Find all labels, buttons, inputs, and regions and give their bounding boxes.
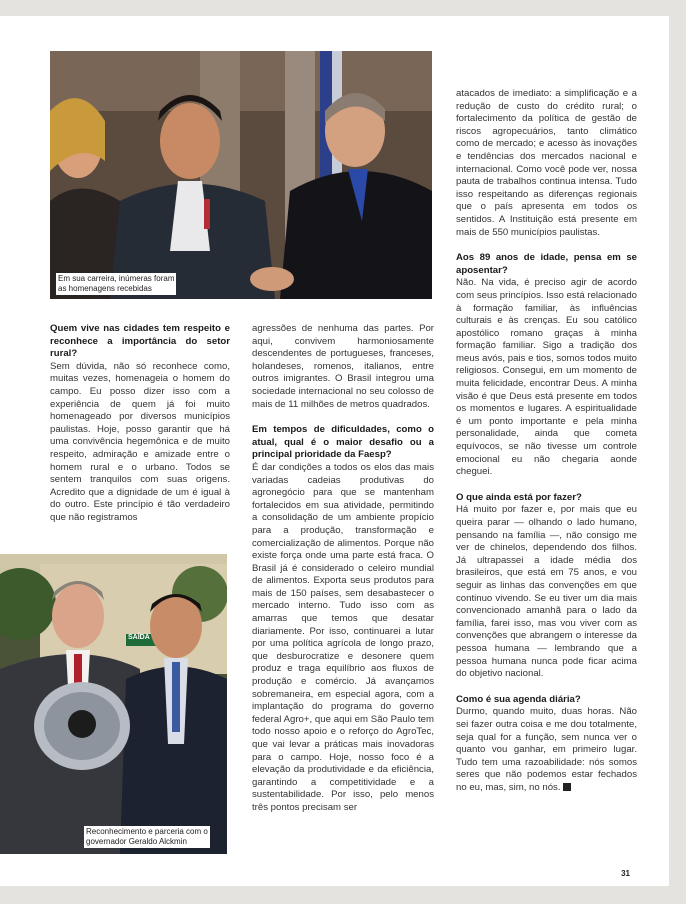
ceremony-photo — [50, 51, 432, 299]
question-text: Em tempos de dificuldades, como o atual, qual é o maior desafio ou a principal prioridade da Faesp? — [252, 424, 434, 461]
caption-line: as homenagens recebidas — [58, 284, 152, 293]
interview-answer — [456, 88, 637, 239]
award-photo — [0, 554, 227, 854]
interview-question — [456, 252, 637, 277]
answer-text: Não. Na vida, é preciso agir de acordo com seus princípios. Isso está relacionado à formação familiar, às influências culturais e às crenças. Eu sou católico apostólico romano graças à minha formação familiar. Sigo a tradição dos meus avós, pais e tios, somos todos muito religiosos. Consegui, em um momento de muita felicidade, encontrar Deus. A minha visão é que Deus está presente em todos os momentos e lugares. A espiritualidade é um ponto importante e pela minha personalidade, ainda que cometa equívocos, se não tivesse um controle emocional eu não chegaria aonde cheguei. — [456, 277, 637, 478]
interview-answer — [252, 323, 434, 411]
answer-text: Durmo, quando muito, duas horas. Não sei fazer outra coisa e me dou totalmente, seja qual for a função, sem nunca ver o quanto vou ganhar, em primeiro lugar. Tudo tem uma razoabilidade: nós somos seres que não podemos estar fechados no eu, mas, sim, no nós. — [456, 706, 637, 793]
page-number: 31 — [621, 869, 630, 878]
question-text: O que ainda está por fazer? — [456, 491, 582, 503]
caption-line: Em sua carreira, inúmeras foram — [58, 274, 175, 283]
interview-question — [456, 694, 637, 707]
answer-text: Há muito por fazer e, por mais que eu queira parar — olhando o lado humano, pensando na família —, não consigo me ver de chinelos, dependendo dos filhos. Já ultrapassei a idade média dos brasileiros, que está em 75 anos, e vou seguir as linhas das convenções em que continuo vivendo. Se eu tiver um dia mais convencionado amanhã para o lado da família, farei isso, mas vou viver com as convenções que abrangem o interesse da pessoa humana — lembrando que a pessoa humana nunca pode ficar acima do objetivo nacional. — [456, 504, 637, 680]
caption-line: Reconhecimento e parceria com o — [86, 827, 208, 836]
interview-answer — [252, 462, 434, 815]
answer-text: agressões de nenhuma das partes. Por aqui, convivem harmoniosamente descendentes de portugueses, franceses, holandeses, romenos, italianos, entre outros imigrantes. O Brasil integrou uma sociedade internacional no seu colosso de mais de 11 milhões de metros quadrados. — [252, 323, 434, 410]
question-text: Como é sua agenda diária? — [456, 693, 581, 705]
column-3 — [456, 88, 637, 794]
paragraph-gap — [252, 411, 434, 424]
interview-question — [456, 492, 637, 505]
interview-answer — [50, 361, 230, 525]
answer-text: atacados de imediato: a simplificação e a redução de custo do crédito rural; o fortalecimento da política de gestão de riscos agropecuários, tanto climático como de mercado; e acesso às inovações e tendências dos mercados nacional e internacional. Como você pode ver, nossa pauta de trabalhos continua intensa. Tudo isso respeitando as diferenças regionais que o país apresenta em todos os sentidos. A Instituição está presente em mais de 550 municípios paulistas. — [456, 88, 637, 238]
award-caption — [84, 826, 210, 848]
question-text: Quem vive nas cidades tem respeito e reconhece a importância do setor rural? — [50, 323, 230, 360]
interview-question — [50, 323, 230, 361]
paragraph-gap — [456, 479, 637, 492]
end-of-article-mark — [563, 783, 571, 791]
caption-line: governador Geraldo Alckmin — [86, 837, 187, 846]
ceremony-caption — [56, 273, 176, 295]
interview-answer — [456, 706, 637, 794]
magazine-page — [0, 16, 669, 886]
interview-question — [252, 424, 434, 462]
award-photo-image — [0, 554, 227, 854]
column-2 — [252, 323, 434, 815]
question-text: Aos 89 anos de idade, pensa em se aposentar? — [456, 252, 637, 276]
exit-sign: SAÍDA — [128, 634, 150, 641]
answer-text: É dar condições a todos os elos das mais variadas cadeias produtivas do agronegócio para que se mantenham fortalecidos em sua atividade, permitindo a consolidação de um ambiente propício para a produção, transformação e comercialização de alimentos. Porque não existe força onde uma parte está fraca. O Brasil já é considerado o celeiro mundial de alimentos. Exporta seus produtos para mais de 150 países, sem desabastecer o mercado interno. Tudo isso com as amarras que temos que desatar diariamente. Por isso, continuarei a lutar por uma política agrícola de longo prazo, que desburocratize e desonere quem produz e traga equilíbrio aos fluxos de produção e comércio. Já avançamos sobremaneira, em especial agora, com a implantação do programa do governo federal Agro+, que aqui em São Paulo tem todo nosso apoio e o reforço do AgroTec, que vai levar a práticas mais inovadoras para o campo. Hoje, nosso foco é a elevação da produtividade e da eficiência, garantindo a competitividade e a sustentabilidade. Por isso, pelo menos três pontos precisam ser — [252, 461, 434, 813]
paragraph-gap — [456, 239, 637, 252]
answer-text: Sem dúvida, não só reconhece como, muitas vezes, homenageia o homem do campo. Eu posso dizer isso com a experiência de quem já foi muito homenageado por diversos municípios paulistas. Hoje, posso garantir que há uma convivência hegemônica e de muito respeito, admiração e amizade entre o homem rural e o urbano. Todos se sentem tranquilos com suas origens. Acredito que a dignidade de um é igual à do outro. Este princípio é tão verdadeiro que não registramos — [50, 360, 230, 523]
column-1 — [50, 323, 230, 525]
interview-answer — [456, 277, 637, 479]
paragraph-gap — [456, 681, 637, 694]
interview-answer — [456, 504, 637, 680]
ceremony-photo-image — [50, 51, 432, 299]
